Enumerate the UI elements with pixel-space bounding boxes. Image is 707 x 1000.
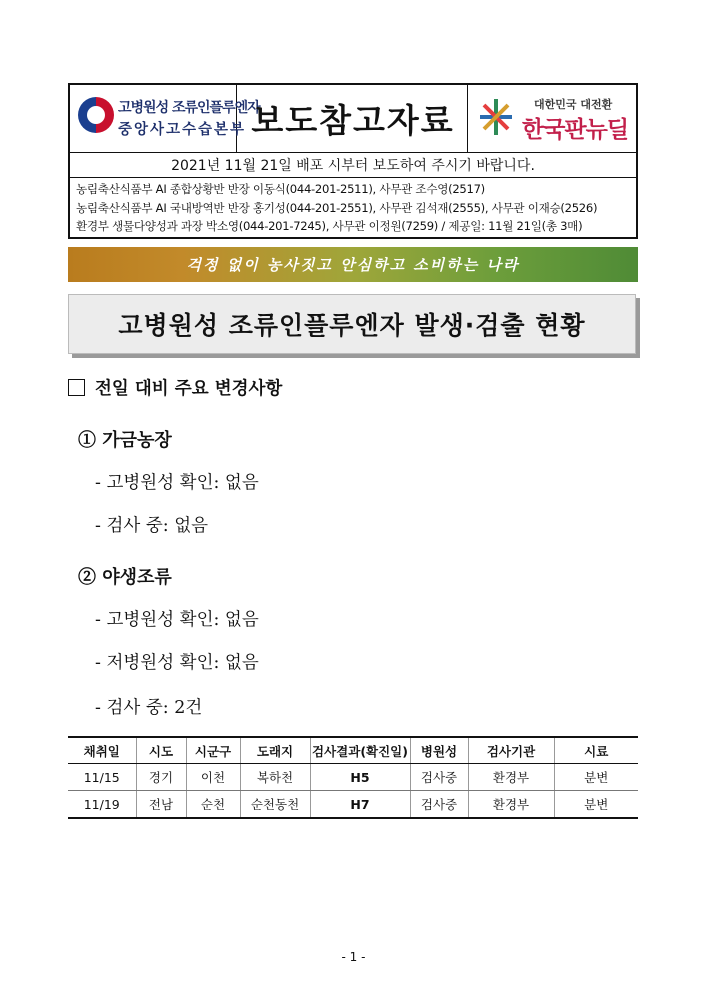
column-header: 검사기관 [468, 737, 554, 764]
table-header-row [68, 737, 638, 764]
column-header: 시도 [136, 737, 186, 764]
document-title: 고병원성 조류인플루엔자 발생·검출 현황 [68, 294, 636, 354]
new-deal-tagline: 대한민국 대전환 [534, 98, 613, 111]
contact-line: 농림축산식품부 AI 국내방역반 반장 홍기성(044-201-2551), 사무관 김석재(2555), 사무관 이재승(2526) [76, 200, 598, 215]
new-deal-logo [467, 85, 636, 152]
table-cell: H7 [310, 791, 410, 819]
list-item: - 고병원성 확인: 없음 [95, 610, 259, 630]
release-note: 2021년 11월 21일 배포 시부터 보도하여 주시기 바랍니다. [70, 152, 636, 178]
list-item: - 저병원성 확인: 없음 [95, 653, 259, 673]
table-cell: 환경부 [468, 764, 554, 791]
press-type-title: 보도참고자료 [251, 101, 455, 140]
contact-line: 농림축산식품부 AI 종합상황반 반장 이동식(044-201-2511), 사무관 조수영(2517) [76, 182, 485, 196]
list-item: - 검사 중: 2건 [95, 698, 203, 718]
column-header: 시군구 [186, 737, 240, 764]
contact-list [76, 180, 597, 236]
table-cell: 이천 [186, 764, 240, 791]
table-cell: 분변 [554, 791, 638, 819]
table-cell: 경기 [136, 764, 186, 791]
subsection-poultry-farm: ① 가금농장 [78, 430, 172, 451]
table-cell: H5 [310, 764, 410, 791]
press-header [68, 83, 638, 239]
new-deal-mark-icon [478, 97, 514, 137]
column-header: 도래지 [240, 737, 310, 764]
column-header: 시료 [554, 737, 638, 764]
table-cell: 검사중 [410, 764, 468, 791]
column-header: 채취일 [68, 737, 136, 764]
ministry-logo [70, 85, 260, 152]
section-heading [68, 375, 282, 400]
table-row [68, 791, 638, 819]
table-row [68, 764, 638, 791]
header-top-row [70, 85, 636, 153]
table-cell: 분변 [554, 764, 638, 791]
list-item: - 검사 중: 없음 [95, 516, 209, 536]
table-cell: 11/19 [68, 791, 136, 819]
table-cell: 순천 [186, 791, 240, 819]
contact-line: 환경부 생물다양성과 과장 박소영(044-201-7245), 사무관 이정원(7259) / 제공일: 11월 21일(총 3매) [76, 219, 583, 233]
table-cell: 11/15 [68, 764, 136, 791]
logo-line2: 중앙사고수습본부 [118, 122, 247, 138]
section-heading-text: 전일 대비 주요 변경사항 [95, 379, 283, 399]
table-cell: 환경부 [468, 791, 554, 819]
table-cell: 전남 [136, 791, 186, 819]
slogan-banner: 걱정 없이 농사짓고 안심하고 소비하는 나라 [68, 247, 638, 282]
subsection-wild-birds: ② 야생조류 [78, 567, 172, 588]
logo-line1: 고병원성 조류인플루엔자 [118, 100, 260, 116]
column-header: 검사결과(확진일) [310, 737, 410, 764]
checkbox-square-icon [68, 379, 85, 396]
page-number: - 1 - [341, 950, 366, 964]
table-cell: 복하천 [240, 764, 310, 791]
table-cell: 검사중 [410, 791, 468, 819]
new-deal-wordmark: 한국판뉴딜 [522, 117, 629, 143]
taegeuk-emblem-icon [78, 97, 114, 133]
list-item: - 고병원성 확인: 없음 [95, 473, 259, 493]
detection-table [68, 736, 638, 819]
column-header: 병원성 [410, 737, 468, 764]
table-cell: 순천동천 [240, 791, 310, 819]
